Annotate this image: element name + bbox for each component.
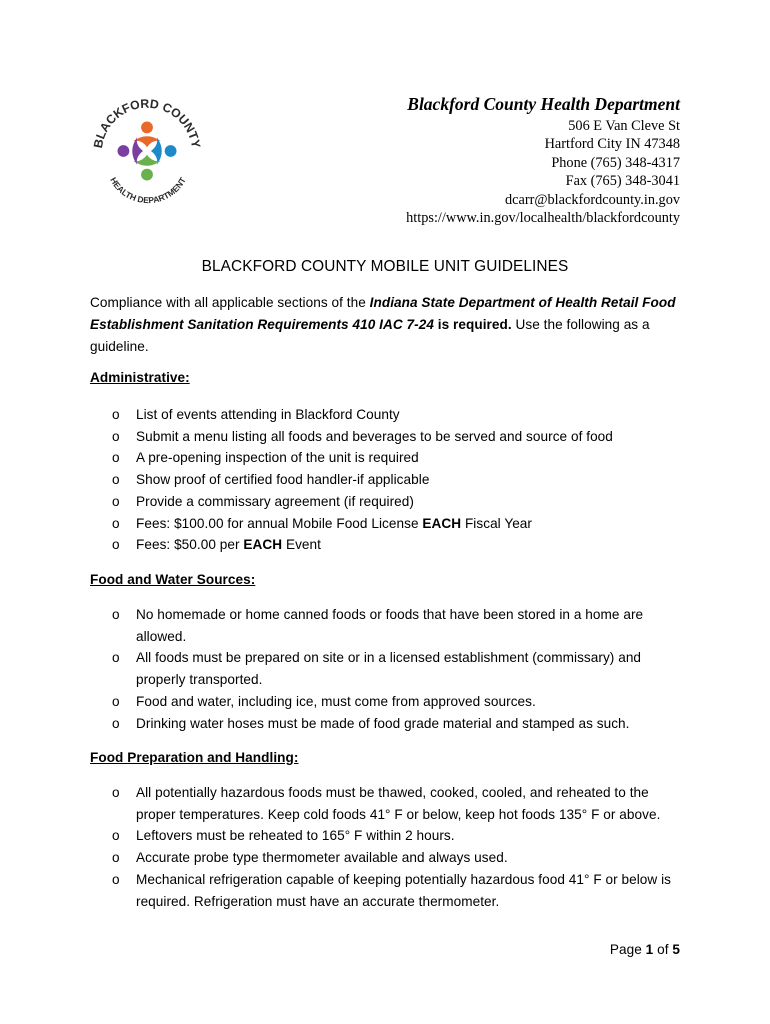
list-item: o Provide a commissary agreement (if required) — [90, 491, 690, 513]
letterhead — [406, 92, 680, 227]
bullet-icon: o — [112, 537, 120, 553]
bullet-icon: o — [112, 607, 120, 622]
food-prep-list — [90, 782, 690, 912]
bullet-icon: o — [112, 693, 120, 709]
bullet-icon: o — [112, 493, 120, 509]
list-item: o All foods must be prepared on site or in a licensed establishment (commissary) and properly transported. — [90, 647, 690, 690]
list-item: o Drinking water hoses must be made of food grade material and stamped as such. — [90, 713, 690, 735]
organization-name: Blackford County Health Department — [407, 94, 680, 114]
intro-paragraph — [90, 292, 690, 358]
street-address: 506 E Van Cleve St — [568, 118, 680, 134]
list-item: o Show proof of certified food handler-if applicable — [90, 469, 690, 491]
intro-suffix: Use the following as a guideline. — [90, 317, 650, 354]
list-item: o Accurate probe type thermometer available and always used. — [90, 847, 690, 869]
website-url: https://www.in.gov/localhealth/blackfordcounty — [406, 210, 680, 227]
section-heading-food-water: Food and Water Sources: — [90, 572, 256, 587]
email-address: dcarr@blackfordcounty.in.gov — [504, 191, 680, 208]
list-item: o Mechanical refrigeration capable of keeping potentially hazardous food 41° F or below is required. Refrigeration must have an accurate thermometer. — [90, 869, 690, 912]
list-item: o All potentially hazardous foods must be thawed, cooked, cooled, and reheated to the proper temperatures. Keep cold foods 41° F or below, keep hot foods 135° F or above. — [90, 782, 690, 825]
city-state-zip: Hartford City IN 47348 — [544, 136, 680, 153]
list-item: o List of events attending in Blackford County — [90, 404, 690, 426]
health-department-logo — [88, 92, 206, 210]
list-item: o Food and water, including ice, must come from approved sources. — [90, 691, 690, 713]
bullet-icon: o — [112, 472, 120, 488]
list-item-annual-fee: o Fees: $100.00 for annual Mobile Food License EACH Fiscal Year — [90, 513, 690, 535]
intro-regulation: Indiana State Department of Health Retail Food Establishment Sanitation Requirements 410 IAC 7-24 — [90, 295, 676, 332]
bullet-icon: o — [112, 715, 120, 731]
fax-number: Fax (765) 348-3041 — [565, 173, 680, 190]
bullet-icon: o — [112, 428, 120, 444]
list-item: o A pre-opening inspection of the unit is required — [90, 447, 690, 469]
bullet-icon: o — [112, 850, 120, 866]
section-heading-food-prep: Food Preparation and Handling: — [90, 750, 299, 765]
current-page: 1 — [645, 942, 654, 957]
bullet-icon: o — [112, 450, 120, 466]
administrative-list — [90, 404, 690, 556]
bullet-icon: o — [112, 828, 120, 844]
bullet-icon: o — [112, 871, 120, 887]
section-heading-administrative: Administrative: — [90, 370, 190, 385]
list-item: o Leftovers must be reheated to 165° F within 2 hours. — [90, 825, 690, 847]
bullet-icon: o — [112, 515, 120, 531]
list-item: o No homemade or home canned foods or foods that have been stored in a home are allowed. — [90, 604, 690, 647]
list-item: o Submit a menu listing all foods and beverages to be served and source of food — [90, 426, 690, 448]
bullet-icon: o — [112, 785, 120, 800]
document-title: BLACKFORD COUNTY MOBILE UNIT GUIDELINES — [201, 258, 569, 275]
intro-prefix: Compliance with all applicable sections of the — [90, 295, 370, 310]
bullet-icon: o — [112, 650, 120, 666]
intro-required: is required. — [433, 317, 512, 332]
phone-number: Phone (765) 348-4317 — [551, 154, 680, 171]
bullet-icon: o — [112, 407, 120, 422]
page-number: Page 1 of 5 — [609, 942, 680, 957]
list-item-event-fee: o Fees: $50.00 per EACH Event — [90, 534, 690, 556]
food-water-list — [90, 604, 690, 734]
logo-top-text: BLACKFORD COUNTY — [90, 96, 204, 150]
logo-bottom-text: HEALTH DEPARTMENT — [108, 175, 188, 206]
total-pages: 5 — [672, 942, 680, 957]
